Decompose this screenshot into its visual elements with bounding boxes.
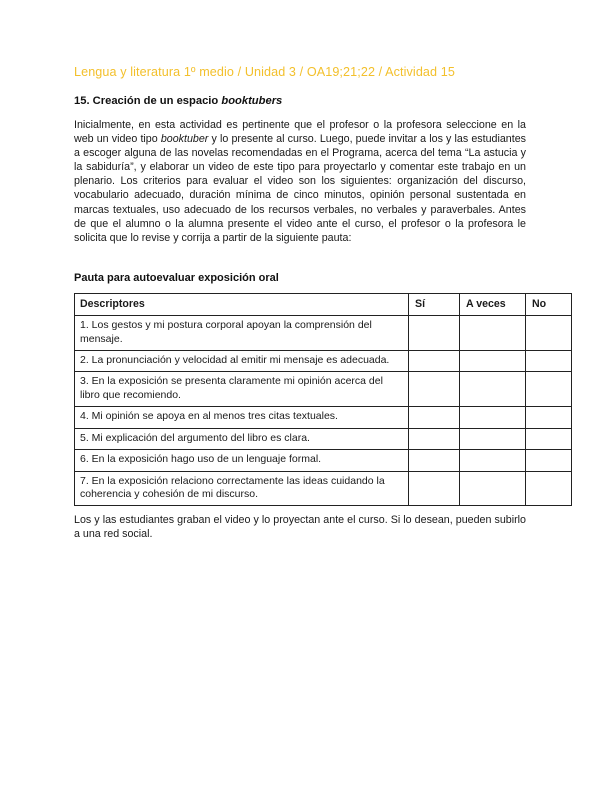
spacer (74, 245, 526, 271)
checkbox-cell-si[interactable] (409, 450, 460, 471)
checkbox-cell-no[interactable] (526, 351, 572, 372)
activity-title-italic-term: booktubers (221, 95, 283, 107)
checkbox-cell-no[interactable] (526, 316, 572, 351)
checkbox-cell-no[interactable] (526, 372, 572, 407)
checkbox-cell-no[interactable] (526, 471, 572, 506)
descriptor-cell: 2. La pronunciación y velocidad al emitir mi mensaje es adecuada. (75, 351, 409, 372)
table-row (75, 428, 572, 449)
closing-paragraph: Los y las estudiantes graban el video y lo proyectan ante el curso. Si lo desean, pueden subirlo a una red social. (74, 514, 526, 541)
descriptor-cell: 4. Mi opinión se apoya en al menos tres citas textuales. (75, 407, 409, 428)
descriptor-cell: 5. Mi explicación del argumento del libro es clara. (75, 428, 409, 449)
checkbox-cell-a-veces[interactable] (460, 471, 526, 506)
intro-part-1: Inicialmente, en esta actividad es pertinente que el profesor o la profesora seleccione en la web un video tipo (74, 119, 526, 146)
document-content (74, 64, 547, 542)
column-header-descriptores: Descriptores (75, 293, 409, 315)
checkbox-cell-si[interactable] (409, 316, 460, 351)
column-header-si: Sí (409, 293, 460, 315)
checkbox-cell-no[interactable] (526, 450, 572, 471)
checkbox-cell-si[interactable] (409, 471, 460, 506)
checkbox-cell-si[interactable] (409, 407, 460, 428)
descriptor-cell: 1. Los gestos y mi postura corporal apoyan la comprensión del mensaje. (75, 316, 409, 351)
column-header-no: No (526, 293, 572, 315)
descriptor-cell: 6. En la exposición hago uso de un lenguaje formal. (75, 450, 409, 471)
checkbox-cell-a-veces[interactable] (460, 351, 526, 372)
breadcrumb: Lengua y literatura 1º medio / Unidad 3 / OA19;21;22 / Actividad 15 (74, 65, 455, 79)
page-title (74, 94, 526, 109)
intro-part-2: y lo presente al curso. Luego, puede invitar a los y las estudiantes a escoger alguna de las novelas recomendadas en el Programa, acerca del tema “La astucia y la sabiduría”, y elaborar un video de este tipo para proyectarlo y comentar este trabajo en un plenario. Los criterios para evaluar el video son los siguientes: organización del discurso, vocabulario adecuado, duración mínima de cinco minutos, opinión personal sustentada en marcas textuales, uso adecuado de los recursos verbales, no verbales y paraverbales. Antes de que el alumno o la alumna presente el video ante el curso, el profesor o la profesora le solicita que lo revise y corrija a partir de la siguiente pauta: (74, 133, 526, 244)
table-row (75, 316, 572, 351)
table-header-row (75, 293, 572, 315)
checkbox-cell-a-veces[interactable] (460, 450, 526, 471)
intro-italic-term: booktuber (160, 133, 209, 146)
rubric-table (74, 293, 572, 506)
descriptor-cell: 3. En la exposición se presenta claramente mi opinión acerca del libro que recomiendo. (75, 372, 409, 407)
checkbox-cell-si[interactable] (409, 351, 460, 372)
table-row (75, 450, 572, 471)
intro-paragraph (74, 118, 526, 245)
rubric-table-head (75, 293, 572, 315)
checkbox-cell-si[interactable] (409, 372, 460, 407)
checkbox-cell-a-veces[interactable] (460, 372, 526, 407)
activity-title-prefix: 15. Creación de un espacio (74, 95, 222, 107)
checkbox-cell-a-veces[interactable] (460, 316, 526, 351)
table-row (75, 372, 572, 407)
rubric-table-body (75, 316, 572, 506)
table-row (75, 471, 572, 506)
checkbox-cell-a-veces[interactable] (460, 428, 526, 449)
descriptor-cell: 7. En la exposición relaciono correctamente las ideas cuidando la coherencia y cohesión de mi discurso. (75, 471, 409, 506)
checkbox-cell-si[interactable] (409, 428, 460, 449)
checkbox-cell-no[interactable] (526, 428, 572, 449)
table-row (75, 407, 572, 428)
rubric-table-caption: Pauta para autoevaluar exposición oral (74, 271, 279, 284)
checkbox-cell-no[interactable] (526, 407, 572, 428)
table-row (75, 351, 572, 372)
checkbox-cell-a-veces[interactable] (460, 407, 526, 428)
column-header-a-veces: A veces (460, 293, 526, 315)
